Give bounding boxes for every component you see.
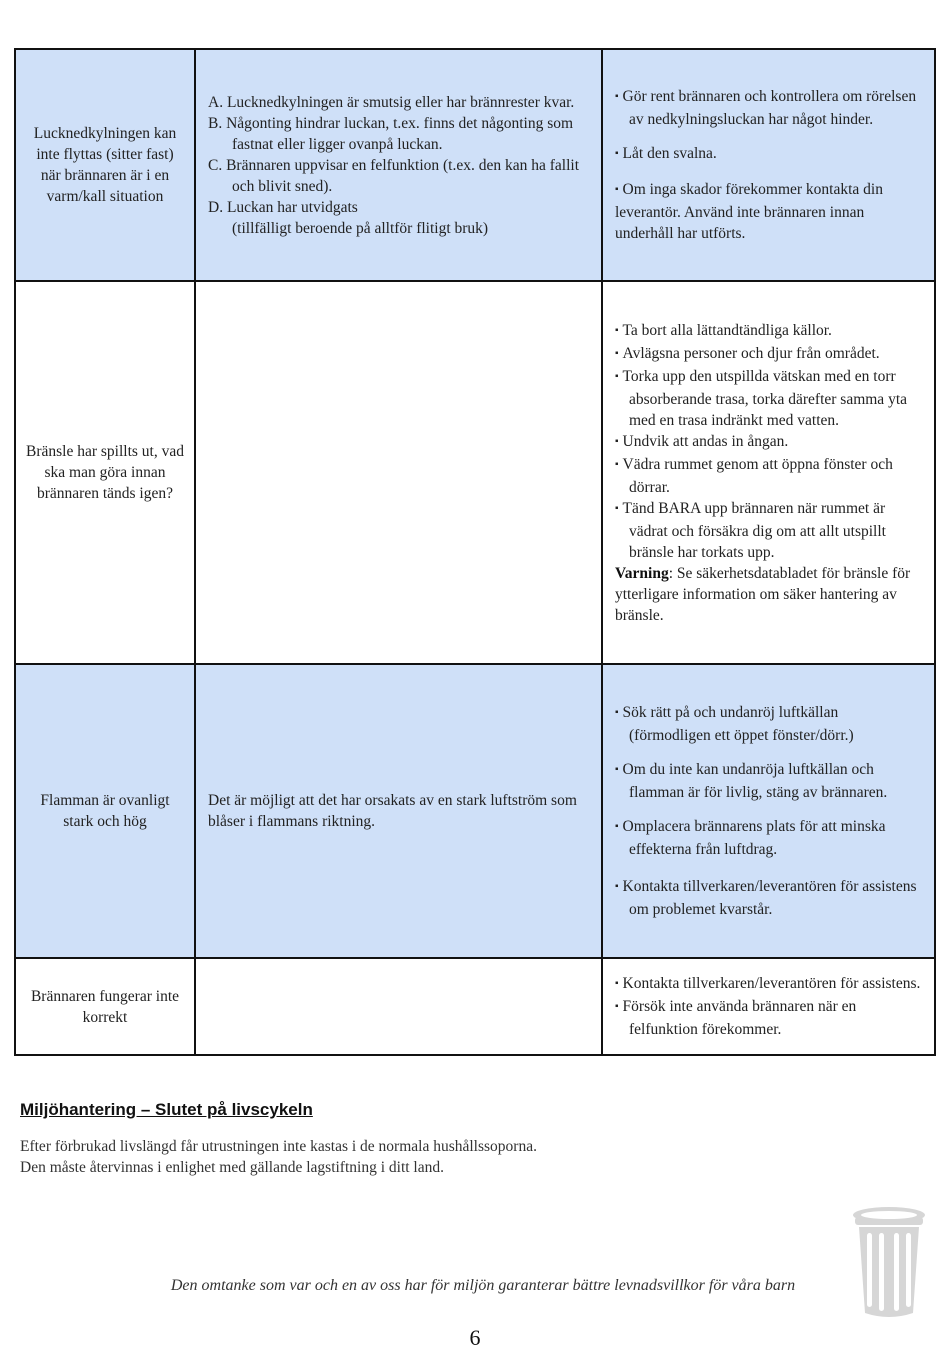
environment-heading: Miljöhantering – Slutet på livscykeln (20, 1100, 313, 1119)
solution-item: ▪ Ta bort alla lättandtändliga källor. (615, 321, 832, 339)
cause-cell (195, 958, 602, 1055)
bullet-icon: ▪ (615, 91, 619, 102)
solution-cell (602, 664, 935, 958)
cause-cell (195, 49, 602, 281)
trash-bin-icon (850, 1205, 928, 1320)
bullet-icon: ▪ (615, 881, 619, 892)
bullet-icon: ▪ (615, 148, 619, 159)
cause-item: D. Luckan har utvidgats (208, 198, 358, 216)
solution-item: ▪ Försök inte använda brännaren när en felfunktion förekommer. (615, 998, 857, 1038)
solution-item: ▪ Gör rent brännaren och kontrollera om rörelsen av nedkylningsluckan har något hinder. (615, 88, 917, 128)
footer-motto: Den omtanke som var och en av oss har för miljön garanterar bättre levnadsvillkor för våra barn (170, 1277, 796, 1294)
solution-item: ▪ Låt den svalna. (615, 145, 717, 162)
solution-item: ▪ Sök rätt på och undanröj luftkällan (förmodligen ett öppet fönster/dörr.) (615, 704, 854, 744)
solution-item: ▪ Torka upp den utspillda vätskan med en torr absorberande trasa, torka därefter samma yta med en trasa indränkt med vatten. (615, 367, 908, 429)
problem-text: Brännaren fungerar inte korrekt (30, 987, 180, 1026)
warning-note (615, 563, 922, 626)
table-row (15, 49, 935, 281)
bullet-icon: ▪ (615, 347, 619, 359)
bullet-icon: ▪ (615, 764, 619, 775)
bullet-icon: ▪ (615, 1001, 619, 1012)
problem-text: Lucknedkylningen kan inte flyttas (sitter fast) när brännaren är i en varm/kall situation (33, 125, 177, 205)
bullet-icon: ▪ (615, 458, 619, 470)
cause-cell (195, 281, 602, 664)
solution-item: ▪ Avlägsna personer och djur från området. (615, 344, 880, 362)
bullet-icon: ▪ (615, 184, 619, 195)
warning-text: : Se säkerhetsdatabladet för bränsle för ytterligare information om säker hantering av bränsle. (615, 564, 911, 624)
cause-item: A. Lucknedkylningen är smutsig eller har brännrester kvar. (208, 93, 575, 111)
bullet-icon: ▪ (615, 370, 619, 382)
cause-item-note: (tillfälligt beroende på alltför flitigt bruk) (232, 219, 489, 237)
warning-label: Varning (615, 564, 669, 582)
table-row (15, 958, 935, 1055)
solution-item: ▪ Omplacera brännarens plats för att minska effekterna från luftdrag. (615, 818, 886, 858)
problem-text: Bränsle har spillts ut, vad ska man göra innan brännaren tänds igen? (26, 443, 184, 502)
environment-text (20, 1136, 537, 1178)
solution-item: ▪ Om du inte kan undanröja luftkällan och flamman är för livlig, stäng av brännaren. (615, 761, 888, 801)
cause-text: Det är möjligt att det har orsakats av en stark luftström som blåser i flammans riktning. (208, 792, 577, 830)
solution-cell (602, 49, 935, 281)
bullet-icon: ▪ (615, 324, 619, 336)
environment-line: Den måste återvinnas i enlighet med gällande lagstiftning i ditt land. (20, 1159, 444, 1176)
problem-cell (15, 281, 195, 664)
table-row (15, 281, 935, 664)
solution-item: ▪ Kontakta tillverkaren/leverantören för assistens om problemet kvarstår. (615, 878, 917, 918)
cause-item: B. Någonting hindrar luckan, t.ex. finns det någonting som fastnat eller ligger ovanpå luckan. (208, 114, 574, 153)
problem-cell (15, 664, 195, 958)
cause-cell (195, 664, 602, 958)
solution-item: ▪ Om inga skador förekommer kontakta din leverantör. Använd inte brännaren innan underhåll har utförts. (615, 181, 883, 242)
problem-cell (15, 49, 195, 281)
page-number: 6 (469, 1325, 481, 1350)
bullet-icon: ▪ (615, 821, 619, 832)
solution-cell (602, 958, 935, 1055)
troubleshooting-table (14, 48, 936, 1056)
environment-line: Efter förbrukad livslängd får utrustningen inte kastas i de normala hushållssoporna. (20, 1138, 537, 1155)
solution-cell (602, 281, 935, 664)
bullet-icon: ▪ (615, 707, 619, 718)
bullet-icon: ▪ (615, 502, 619, 514)
solution-item: ▪ Tänd BARA upp brännaren när rummet är vädrat och försäkra dig om att allt utspillt bränsle har torkats upp. (615, 499, 886, 561)
bullet-icon: ▪ (615, 435, 619, 447)
table-row (15, 664, 935, 958)
problem-text: Flamman är ovanligt stark och hög (40, 792, 170, 830)
solution-item: ▪ Undvik att andas in ångan. (615, 432, 789, 450)
problem-cell (15, 958, 195, 1055)
solution-item: ▪ Vädra rummet genom att öppna fönster och dörrar. (615, 455, 893, 496)
solution-item: ▪ Kontakta tillverkaren/leverantören för assistens. (615, 975, 921, 992)
bullet-icon: ▪ (615, 978, 619, 989)
cause-item: C. Brännaren uppvisar en felfunktion (t.ex. den kan ha fallit och blivit sned). (208, 156, 580, 195)
